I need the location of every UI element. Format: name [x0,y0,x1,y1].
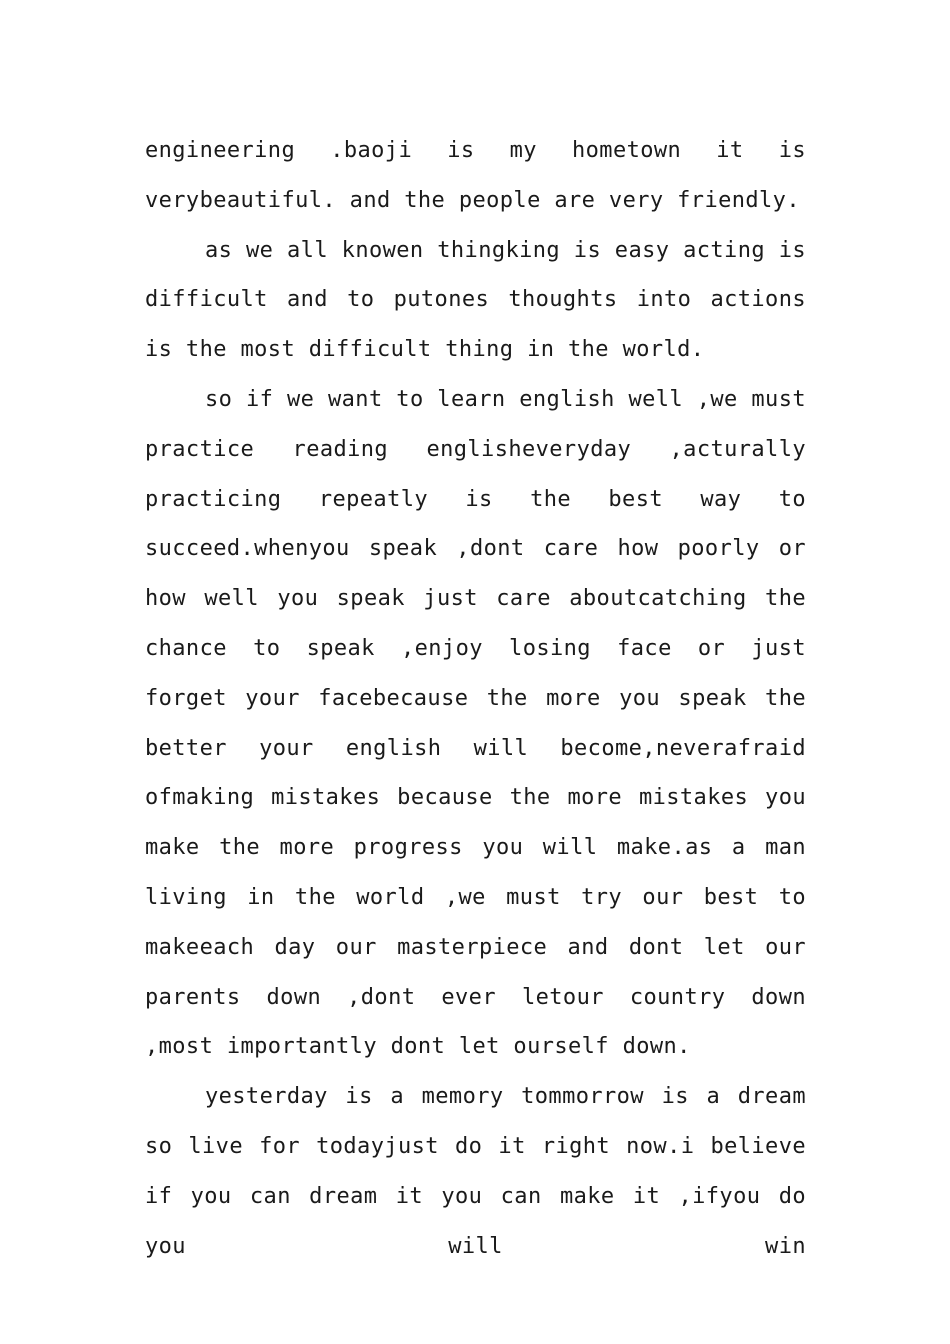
paragraph: so if we want to learn english well ,we must practice reading englisheveryday ,acturally practicing repeatly is the best way to succeed.whenyou speak ,dont care how poorly or how well you speak just care aboutcatching the chance to speak ,enjoy losing face or just forget your facebecause the more you speak the better your english will become,neverafraid ofmaking mistakes because the more mistakes you make the more progress you will make.as a man living in the world ,we must try our best to makeeach day our masterpiece and dont let our parents down ,dont ever letour country down ,most importantly dont let ourself down. [145,386,806,1060]
paragraph: yesterday is a memory tommorrow is a dream so live for todayjust do it right now.i believe if you can dream it you can make it ,ifyou do you will win [145,1084,806,1259]
paragraph: as we all knowen thingking is easy acting is difficult and to putones thoughts into actions is the most difficult thing in the world. [145,237,806,363]
document-body [145,126,806,1271]
paragraph: engineering .baoji is my hometown it is verybeautiful. and the people are very friendly. [145,138,806,213]
